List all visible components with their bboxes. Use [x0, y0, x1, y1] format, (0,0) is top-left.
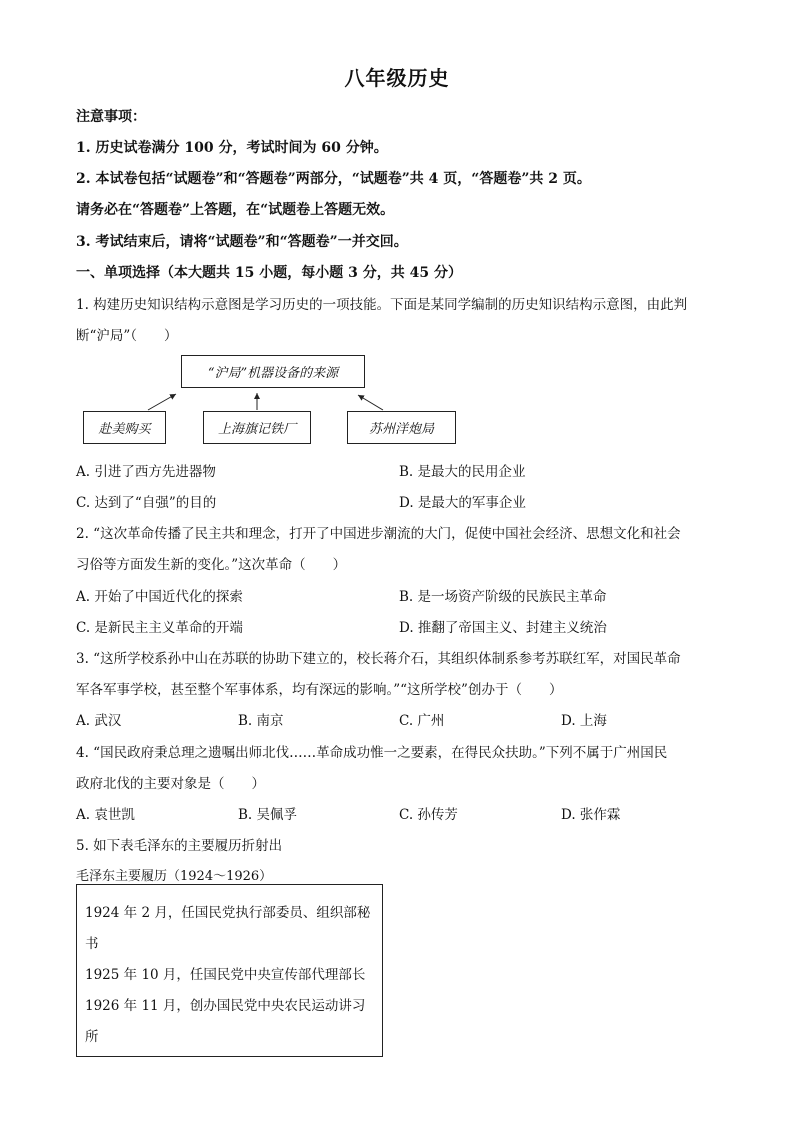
diagram-arrows — [0, 0, 794, 460]
option: B. 吴佩孚 — [238, 807, 298, 823]
section-heading: 一、单项选择（本大题共 15 小题，每小题 3 分，共 45 分） — [76, 265, 462, 281]
notice-heading: 注意事项： — [76, 109, 146, 125]
option: D. 上海 — [561, 713, 607, 729]
question-stem: 1. 构建历史知识结构示意图是学习历史的一项技能。下面是某同学编制的历史知识结构示意图，由此判 — [76, 297, 688, 313]
option: D. 张作霖 — [561, 807, 621, 823]
question-stem: 政府北伐的主要对象是（ ） — [76, 776, 265, 792]
option: C. 是新民主主义革命的开端 — [76, 620, 243, 636]
option: C. 孙传芳 — [399, 807, 458, 823]
option: A. 袁世凯 — [76, 807, 135, 823]
arrow-left — [148, 394, 176, 410]
notice-item: 1. 历史试卷满分 100 分，考试时间为 60 分钟。 — [76, 140, 388, 156]
diagram-right-box: 苏州洋炮局 — [347, 411, 456, 444]
question-stem: 军各军事学校，甚至整个军事体系，均有深远的影响。”“这所学校”创办于（ ） — [76, 682, 563, 698]
resume-line: 书 — [85, 936, 99, 952]
option: A. 武汉 — [76, 713, 122, 729]
notice-item: 3. 考试结束后，请将“试题卷”和“答题卷”一并交回。 — [76, 234, 408, 250]
page-title: 八年级历史 — [344, 66, 450, 90]
resume-table — [76, 884, 383, 1057]
option: A. 引进了西方先进器物 — [76, 464, 216, 480]
notice-item: 2. 本试卷包括“试题卷”和“答题卷”两部分，“试题卷”共 4 页，“答题卷”共 2 页。 — [76, 171, 591, 187]
question-stem: 2. “这次革命传播了民主共和理念，打开了中国进步潮流的大门，促使中国社会经济、思想文化和社会 — [76, 526, 681, 542]
diagram-middle-box: 上海旗记铁厂 — [203, 411, 311, 444]
notice-item: 请务必在“答题卷”上答题，在“试题卷上答题无效。 — [76, 202, 395, 218]
resume-line: 1924 年 2 月，任国民党执行部委员、组织部秘 — [85, 905, 371, 921]
option: B. 是一场资产阶级的民族民主革命 — [399, 589, 607, 605]
question-stem: 3. “这所学校系孙中山在苏联的协助下建立的，校长蒋介石，其组织体制系参考苏联红军，对国民革命 — [76, 651, 681, 667]
question-stem: 断“沪局”（ ） — [76, 328, 178, 344]
arrow-right — [358, 395, 383, 410]
question-stem: 5. 如下表毛泽东的主要履历折射出 — [76, 838, 283, 854]
question-stem: 4. “国民政府秉总理之遗嘱出师北伐……革命成功惟一之要素，在得民众扶助。”下列不属于广州国民 — [76, 745, 668, 761]
option: D. 是最大的军事企业 — [399, 495, 526, 511]
resume-line: 1925 年 10 月，任国民党中央宣传部代理部长 — [85, 967, 366, 983]
option: C. 达到了“自强”的目的 — [76, 495, 217, 511]
option: B. 南京 — [238, 713, 284, 729]
option: B. 是最大的民用企业 — [399, 464, 526, 480]
table-caption: 毛泽东主要履历（1924～1926） — [76, 869, 273, 884]
resume-line: 所 — [85, 1029, 99, 1045]
diagram-top-box: “沪局”机器设备的来源 — [181, 355, 365, 388]
question-stem: 习俗等方面发生新的变化。”这次革命（ ） — [76, 557, 347, 573]
option: A. 开始了中国近代化的探索 — [76, 589, 243, 605]
option: D. 推翻了帝国主义、封建主义统治 — [399, 620, 607, 636]
diagram-left-box: 赴美购买 — [83, 411, 166, 444]
resume-line: 1926 年 11 月，创办国民党中央农民运动讲习 — [85, 998, 366, 1014]
option: C. 广州 — [399, 713, 445, 729]
